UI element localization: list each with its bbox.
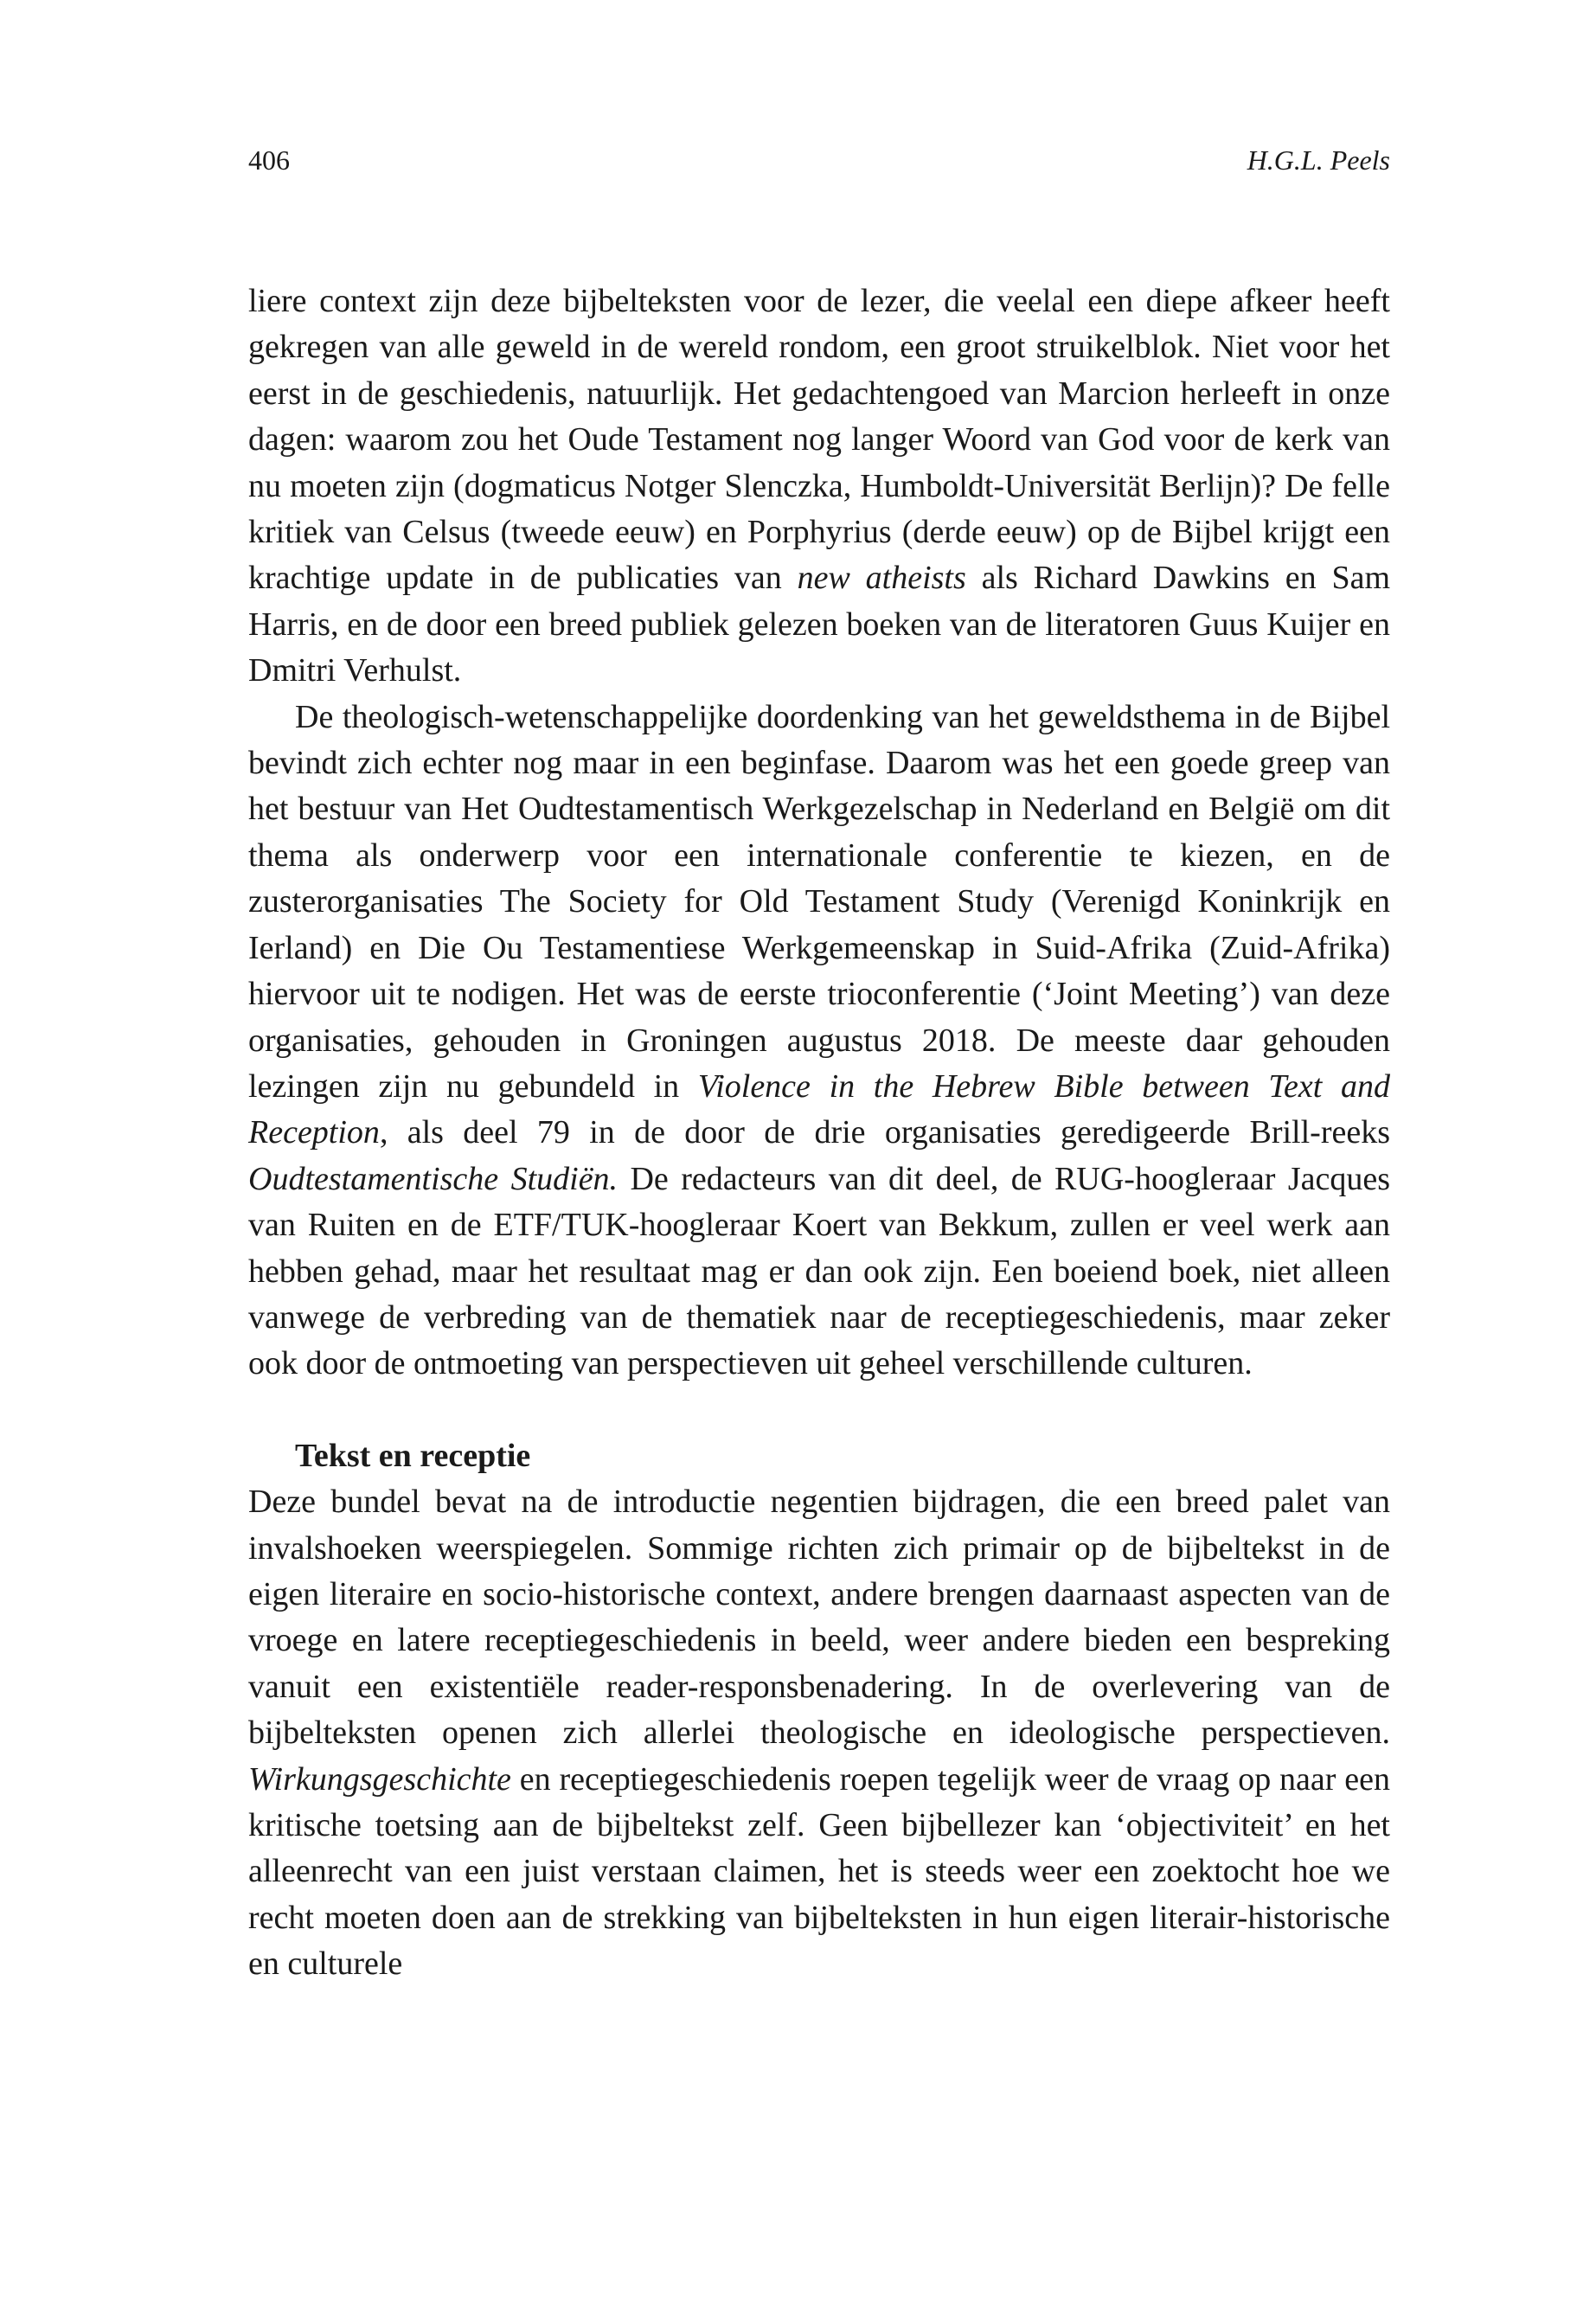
- paragraph-text: De theologisch-wetenschappelijke doordenking van het geweldsthema in de Bijbel bevindt zich echter nog maar in een beginfase. Daarom was het een goede greep van het bestuur van Het Oudtestamentisch Werkgezelschap in Nederland en België om dit thema als onderwerp voor een internationale conferentie te kiezen, en de zusterorganisaties The Society for Old Testament Study (Verenigd Koninkrijk en Ierland) en Die Ou Testamentiese Werkgemeenskap in Suid-Afrika (Zuid-Afrika) hiervoor uit te nodigen. Het was de eerste trioconferentie (‘Joint Meeting’) van deze organisaties, gehouden in Groningen augustus 2018. De meeste daar gehouden lezingen zijn nu gebundeld in: [248, 698, 1390, 1105]
- italic-term: Wirkungsgeschichte: [248, 1760, 511, 1798]
- running-author: H.G.L. Peels: [1247, 144, 1390, 176]
- paragraph-text: , als deel 79 in de door de drie organisaties geredigeerde Brill-reeks: [379, 1114, 1390, 1151]
- paragraph-continuation: [248, 279, 1390, 695]
- body-text: [248, 279, 1390, 1988]
- paragraph-text: De redacteurs van dit deel, de RUG-hoogleraar Jacques van Ruiten en de ETF/TUK-hoogleraar Koert van Bekkum, zullen er veel werk aan hebben gehad, maar het resultaat mag er dan ook zijn. Een boeiend boek, niet alleen vanwege de verbreding van de thematiek naar de receptiegeschiedenis, maar zeker ook door de ontmoeting van perspectieven uit geheel verschillende culturen.: [248, 1160, 1390, 1382]
- paragraph-conference: [248, 695, 1390, 1388]
- page-number: 406: [248, 144, 290, 176]
- section-heading: Tekst en receptie: [295, 1437, 531, 1474]
- paragraph-text: liere context zijn deze bijbelteksten voor de lezer, die veelal een diepe afkeer heeft gekregen van alle geweld in de wereld rondom, een groot struikelblok. Niet voor het eerst in de geschiedenis, natuurlijk. Het gedachtengoed van Marcion herleeft in onze dagen: waarom zou het Oude Testament nog langer Woord van God voor de kerk van nu moeten zijn (dogmaticus Notger Slenczka, Humboldt-Universität Berlijn)? De felle kritiek van Celsus (tweede eeuw) en Porphyrius (derde eeuw) op de Bijbel krijgt een krachtige update in de publicaties van: [248, 283, 1390, 597]
- paragraph-text: als Richard Dawkins en Sam Harris, en de door een breed publiek gelezen boeken van de literatoren Guus Kuijer en Dmitri Verhulst.: [248, 560, 1390, 689]
- paragraph-text: en receptiegeschiedenis roepen tegelijk weer de vraag op naar een kritische toetsing aan de bijbeltekst zelf. Geen bijbellezer kan ‘objectiviteit’ en het alleenrecht van een juist verstaan claimen, het is steeds weer een zoektocht hoe we recht moeten doen aan de strekking van bijbelteksten in hun eigen literair-historische en culturele: [248, 1760, 1390, 1983]
- series-title: Oudtestamentische Studiën.: [248, 1160, 619, 1197]
- paragraph-section-start: [248, 1479, 1390, 1987]
- book-title: Violence in the Hebrew Bible between Text and Reception: [248, 1067, 1390, 1151]
- running-head: [248, 138, 1390, 182]
- italic-term: new atheists: [797, 560, 966, 597]
- paragraph-text: Deze bundel bevat na de introductie negentien bijdragen, die een breed palet van invalshoeken weerspiegelen. Sommige richten zich primair op de bijbeltekst in de eigen literaire en socio-historische context, andere brengen daarnaast aspecten van de vroege en latere receptiegeschiedenis in beeld, weer andere bieden een bespreking vanuit een existentiële reader-responsbenadering. In de overlevering van de bijbelteksten openen zich allerlei theologische en ideologische perspectieven.: [248, 1484, 1390, 1752]
